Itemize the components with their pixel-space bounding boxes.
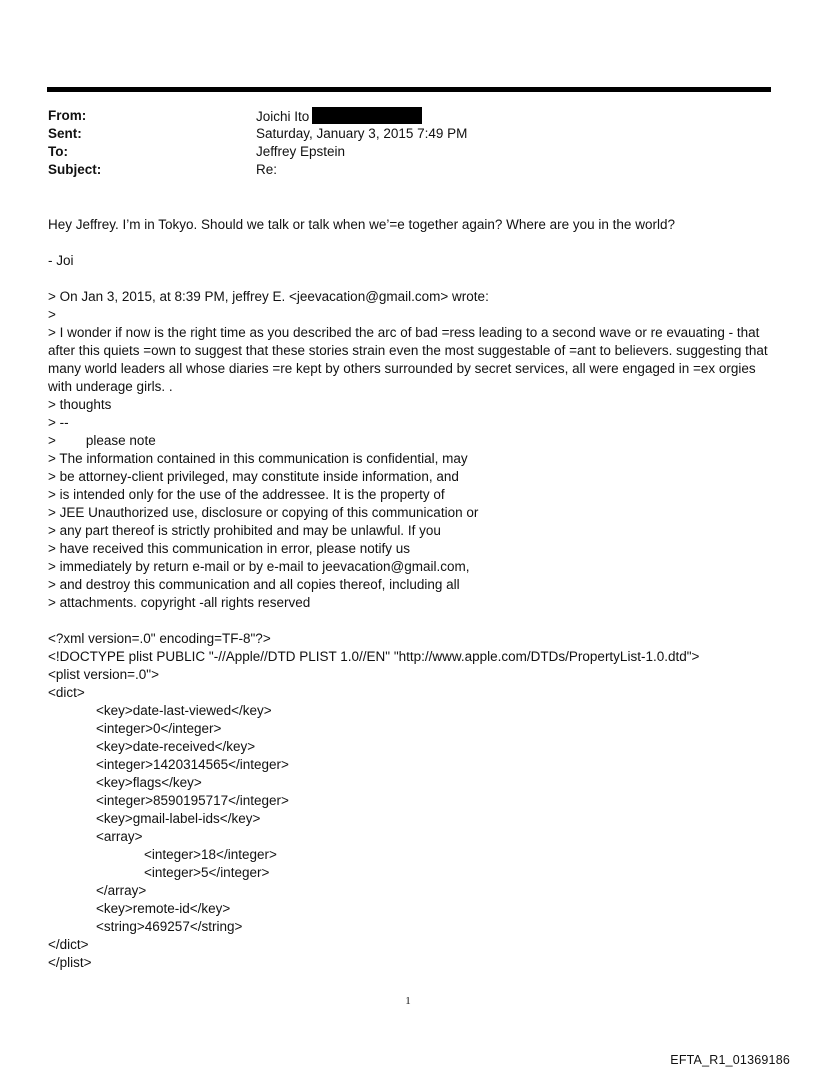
please-note-line <box>48 432 776 450</box>
plist-array-item: <integer>18</integer> <box>144 847 277 862</box>
to-label: To: <box>48 144 68 159</box>
sent-value: Saturday, January 3, 2015 7:49 PM <box>256 126 468 141</box>
disclaimer-line: > The information contained in this communication is confidential, may <box>48 451 468 466</box>
plist-entry: <key>flags</key> <box>96 775 202 790</box>
bates-number: EFTA_R1_01369186 <box>670 1053 790 1067</box>
spacer <box>48 612 776 630</box>
disclaimer-line: > be attorney-client privileged, may constitute inside information, and <box>48 469 459 484</box>
quote-dashes-line: > -- <box>48 415 69 430</box>
redaction-box <box>312 107 422 124</box>
from-name: Joichi Ito <box>256 109 310 124</box>
plist-xml-decl: <?xml version=.0" encoding=TF-8"?> <box>48 631 271 646</box>
please-note-prefix: > <box>48 433 56 448</box>
disclaimer-line: > attachments. copyright -all rights reserved <box>48 595 311 610</box>
quote-paragraph: > I wonder if now is the right time as you described the arc of bad =ress leading to a second wave or re evauating - that after this quiets =own to suggest that these stories strain even the most suggestable of =ant to believers. suggesting that many world leaders all whose diaries =re kept by others surrounded by secret services, all were engaged in =ex orgies with underage girls. . <box>48 325 768 394</box>
sent-row <box>48 125 768 143</box>
header-rule <box>47 87 771 92</box>
email-header <box>48 107 768 179</box>
plist-open: <plist version=.0"> <box>48 667 159 682</box>
spacer <box>48 270 776 288</box>
signature-line: - Joi <box>48 253 74 268</box>
disclaimer-line: > is intended only for the use of the addressee. It is the property of <box>48 487 445 502</box>
dict-open: <dict> <box>48 685 85 700</box>
disclaimer-line: > immediately by return e-mail or by e-mail to jeevacation@gmail.com, <box>48 559 470 574</box>
from-row <box>48 107 768 125</box>
plist-array-item: <integer>5</integer> <box>144 865 270 880</box>
email-body <box>48 216 776 972</box>
plist-entry: <key>date-last-viewed</key> <box>96 703 272 718</box>
plist-doctype: <!DOCTYPE plist PUBLIC "-//Apple//DTD PLIST 1.0//EN" "http://www.apple.com/DTDs/PropertyList-1.0.dtd"> <box>48 649 700 664</box>
plist-entry: <integer>0</integer> <box>96 721 222 736</box>
plist-entry: <key>date-received</key> <box>96 739 256 754</box>
dict-close: </dict> <box>48 937 89 952</box>
quote-thoughts-line: > thoughts <box>48 397 112 412</box>
to-row <box>48 143 768 161</box>
to-value: Jeffrey Epstein <box>256 144 346 159</box>
disclaimer-line: > and destroy this communication and all copies thereof, including all <box>48 577 460 592</box>
plist-entry: </array> <box>96 883 147 898</box>
plist-entry: <key>gmail-label-ids</key> <box>96 811 261 826</box>
plist-entry: <string>469257</string> <box>96 919 243 934</box>
from-value <box>256 107 422 125</box>
subject-row <box>48 161 768 179</box>
disclaimer-line: > have received this communication in error, please notify us <box>48 541 411 556</box>
disclaimer-line: > any part thereof is strictly prohibited and may be unlawful. If you <box>48 523 441 538</box>
quote-intro-line: > On Jan 3, 2015, at 8:39 PM, jeffrey E. <jeevacation@gmail.com> wrote: <box>48 289 489 304</box>
quote-blank-line: > <box>48 307 56 322</box>
from-label: From: <box>48 108 87 123</box>
disclaimer-block <box>48 450 776 612</box>
disclaimer-line: > JEE Unauthorized use, disclosure or copying of this communication or <box>48 505 479 520</box>
plist-block <box>48 630 776 972</box>
spacer <box>48 234 776 252</box>
plist-entry: <key>remote-id</key> <box>96 901 231 916</box>
sent-label: Sent: <box>48 126 82 141</box>
plist-entry: <integer>1420314565</integer> <box>96 757 289 772</box>
subject-label: Subject: <box>48 162 102 177</box>
please-note-text: please note <box>85 433 156 448</box>
greeting-line: Hey Jeffrey. I’m in Tokyo. Should we talk or talk when we’=e together again? Where are you in the world? <box>48 217 675 232</box>
plist-entry: <array> <box>96 829 143 844</box>
plist-close: </plist> <box>48 955 92 970</box>
subject-value: Re: <box>256 162 278 177</box>
page-number: 1 <box>405 995 411 1007</box>
plist-entry: <integer>8590195717</integer> <box>96 793 289 808</box>
